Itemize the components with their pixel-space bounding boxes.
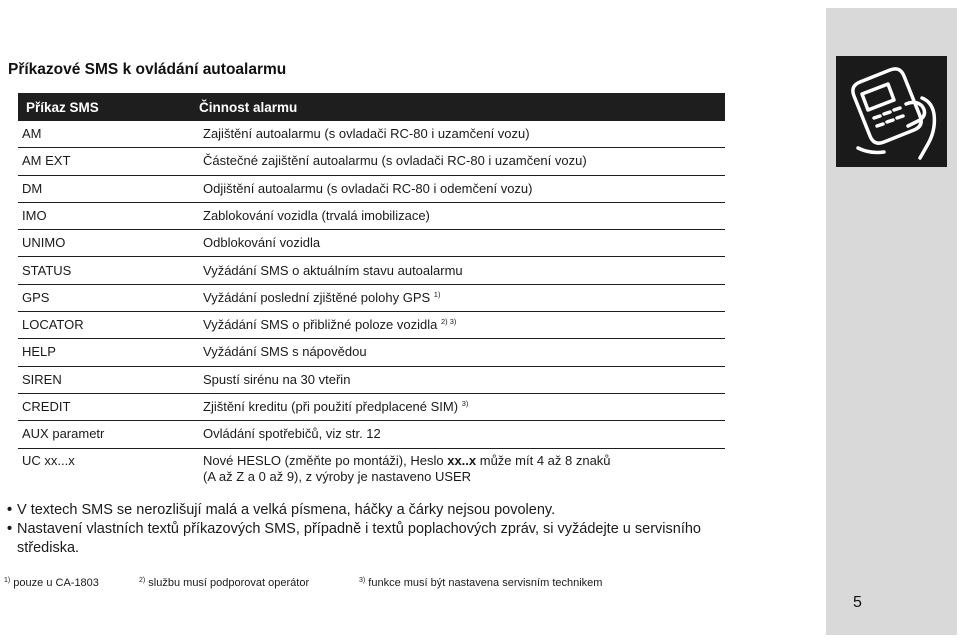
footnote-text: pouze u CA-1803 (13, 577, 99, 589)
table-row (18, 230, 725, 257)
note-text: V textech SMS se nerozlišují malá a velká písmena, háčky a čárky nejsou povoleny. (17, 502, 556, 518)
table-row (18, 312, 725, 339)
command-cell: UC xx...x (22, 452, 75, 468)
footnote (139, 577, 309, 589)
command-cell: AUX parametr (18, 421, 199, 448)
command-cell: DM (18, 175, 199, 202)
description-cell (199, 312, 725, 339)
command-cell: CREDIT (18, 393, 199, 420)
header-action: Činnost alarmu (199, 93, 725, 121)
table-row (18, 202, 725, 229)
table-row (18, 257, 725, 284)
footnote-ref: 2) 3) (441, 317, 457, 327)
command-cell: STATUS (18, 257, 199, 284)
list-item (7, 520, 719, 558)
password-placeholder: xx..x (447, 452, 477, 468)
sms-command-table (18, 93, 725, 493)
description-cell: Zablokování vozidla (trvalá imobilizace) (199, 202, 725, 229)
table-row (18, 284, 725, 311)
description-text: Vyžádání SMS o přibližné poloze vozidla (203, 317, 438, 333)
command-cell: UNIMO (18, 230, 199, 257)
table-row (18, 148, 725, 175)
description-cell: Vyžádání SMS s nápovědou (199, 339, 725, 366)
page-title: Příkazové SMS k ovládání autoalarmu (8, 61, 287, 78)
table-row (18, 339, 725, 366)
command-cell: LOCATOR (18, 312, 199, 339)
footnote-ref: 1) (433, 289, 441, 299)
description-cell: Odblokování vozidla (199, 230, 725, 257)
description-cell: Ovládání spotřebičů, viz str. 12 (199, 421, 725, 448)
phone-hand-icon (836, 56, 947, 167)
command-cell: GPS (18, 284, 199, 311)
command-cell: SIREN (18, 366, 199, 393)
description-cell: Částečné zajištění autoalarmu (s ovladači RC-80 i uzamčení vozu) (199, 148, 725, 175)
description-text: (A až Z a 0 až 9), z výroby je nastaveno USER (203, 468, 472, 484)
footnote-text: službu musí podporovat operátor (148, 577, 310, 589)
footnote-mark: 1) (4, 577, 11, 584)
table-row (18, 175, 725, 202)
footnote (4, 577, 99, 589)
header-command: Příkaz SMS (18, 93, 199, 121)
description-cell: Vyžádání SMS o aktuálním stavu autoalarmu (199, 257, 725, 284)
list-item (7, 501, 719, 520)
description-cell (199, 284, 725, 311)
description-cell: Odjištění autoalarmu (s ovladači RC-80 i odemčení vozu) (199, 175, 725, 202)
description-text: Zjištění kreditu (při použití předplacené SIM) (203, 398, 459, 414)
description-cell (199, 448, 725, 493)
table-row (18, 366, 725, 393)
description-cell: Zajištění autoalarmu (s ovladači RC-80 i uzamčení vozu) (199, 121, 725, 148)
footnote-ref: 3) (461, 398, 469, 408)
footnote (359, 577, 602, 589)
description-text: může mít 4 až 8 znaků (476, 452, 611, 468)
footnote-mark: 3) (359, 577, 366, 584)
bullet-mark: • (7, 521, 13, 537)
notes-list (7, 501, 719, 558)
description-cell: Spustí sirénu na 30 vteřin (199, 366, 725, 393)
table-row (18, 448, 725, 493)
description-text: Nové HESLO (změňte po montáži), Heslo (203, 452, 448, 468)
command-cell: IMO (18, 202, 199, 229)
page-number: 5 (853, 594, 862, 611)
command-cell: AM (18, 121, 199, 148)
table-row (18, 421, 725, 448)
bullet-mark: • (7, 502, 13, 518)
footnote-text: funkce musí být nastavena servisním technikem (368, 577, 603, 589)
command-cell: HELP (18, 339, 199, 366)
description-cell (199, 393, 725, 420)
phone-hand-icon-graphic (836, 56, 947, 167)
footnote-mark: 2) (139, 577, 146, 584)
table-row (18, 393, 725, 420)
command-cell: AM EXT (18, 148, 199, 175)
note-text: Nastavení vlastních textů příkazových SMS, případně i textů poplachových zpráv, si vyžádejte u servisního střediska. (17, 521, 701, 556)
table-header-row (18, 93, 725, 121)
description-text: Vyžádání poslední zjištěné polohy GPS (203, 289, 431, 305)
table-row (18, 121, 725, 148)
